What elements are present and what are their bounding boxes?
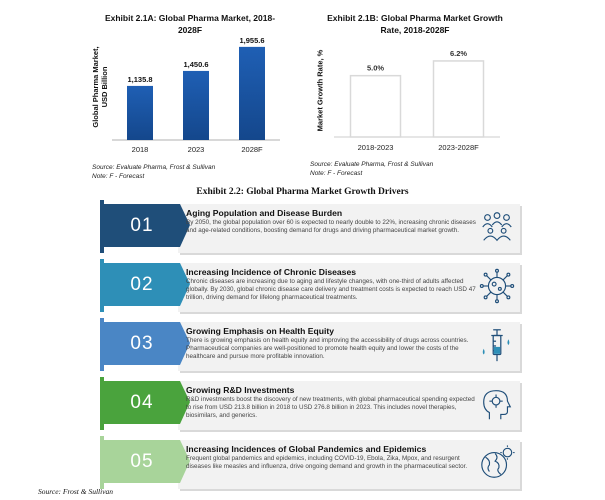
driver-text: There is growing emphasis on health equity and improving the accessibility of drugs across countries. Pharmaceutical companies are well-positioned to promote health equity and lower the costs of the healthcare and pursue more profitable innovation. — [186, 337, 469, 361]
chart-a-value-label: 1,450.6 — [183, 59, 209, 69]
chart-a-value-label: 1,955.6 — [239, 35, 265, 45]
driver-3 — [100, 318, 520, 371]
chart-a-note: Note: F - Forecast — [92, 173, 145, 180]
syringe-icon — [478, 326, 516, 364]
chart-a-tick-label: 2018 — [131, 145, 149, 154]
chart-b-bar — [434, 61, 484, 137]
driver-1 — [100, 200, 520, 253]
driver-title: Increasing Incidence of Chronic Diseases — [186, 267, 357, 277]
driver-number: 05 — [104, 440, 180, 483]
chart-a-source: Source: Evaluate Pharma, Frost & Sullivan — [92, 164, 216, 171]
driver-title: Growing R&D Investments — [186, 385, 295, 395]
chart-a-value-label: 1,135.8 — [127, 74, 153, 84]
driver-title: Increasing Incidences of Global Pandemics and Epidemics — [186, 444, 427, 454]
driver-number: 03 — [104, 322, 180, 365]
driver-4 — [100, 377, 520, 430]
driver-text: R&D investments boost the discovery of new treatments, with global pharmaceutical spending expected to rise from USD 213.8 billion in 2018 to USD 276.8 billion in 2023. This includes novel therapies, biosimilars, and generics. — [186, 396, 475, 420]
drivers-title: Exhibit 2.2: Global Pharma Market Growth Drivers — [196, 187, 409, 197]
population-icon — [478, 208, 516, 246]
globe-virus-icon — [478, 444, 516, 482]
driver-number: 02 — [104, 263, 180, 306]
driver-number: 04 — [104, 381, 180, 424]
chart-b-note: Note: F - Forecast — [310, 170, 363, 177]
chart-b-ylabel: Market Growth Rate, % — [315, 49, 325, 132]
driver-5 — [100, 436, 520, 489]
chart-b-bar — [351, 76, 401, 137]
driver-text: Chronic diseases are increasing due to aging and lifestyle changes, with one-third of adults affected globally. By 2030, global chronic disease care delivery and treatment costs is expected to reach USD 47 trillion, driving demand for lifelong pharmaceutical treatments. — [186, 278, 476, 302]
driver-2 — [100, 259, 520, 312]
driver-title: Aging Population and Disease Burden — [186, 208, 343, 218]
chart-b-value-label: 6.2% — [449, 48, 468, 58]
driver-title: Growing Emphasis on Health Equity — [186, 326, 335, 336]
driver-number: 01 — [104, 204, 180, 247]
chart-b-value-label: 5.0% — [366, 63, 385, 73]
chart-a-tick-label: 2023 — [187, 145, 205, 154]
chart-b-tick-label: 2018-2023 — [357, 143, 394, 152]
chart-b-tick-label: 2023-2028F — [438, 143, 479, 152]
chart-a-ylabel: Global Pharma Market, USD Billion — [91, 46, 109, 128]
driver-text: Frequent global pandemics and epidemics, including COVID-19, Ebola, Zika, Mpox, and resurgent diseases like measles and influenza, drive ongoing demand and growth in the pharmaceutical sector. — [186, 455, 468, 471]
source-note: Source: Frost & Sullivan — [38, 487, 114, 496]
chart-a-title: Exhibit 2.1A: Global Pharma Market, 2018-2028F — [104, 13, 276, 35]
research-head-icon — [478, 385, 516, 423]
chart-b-title: Exhibit 2.1B: Global Pharma Market Growth Rate, 2018-2028F — [327, 13, 503, 35]
chart-b-source: Source: Evaluate Pharma, Frost & Sullivan — [310, 161, 434, 168]
virus-icon — [478, 267, 516, 305]
chart-a-tick-label: 2028F — [241, 145, 263, 154]
driver-text: By 2050, the global population over 60 is expected to nearly double to 22%, increasing chronic diseases and age-related conditions, boosting demand for drugs and driving pharmaceutical market growth. — [186, 219, 476, 235]
